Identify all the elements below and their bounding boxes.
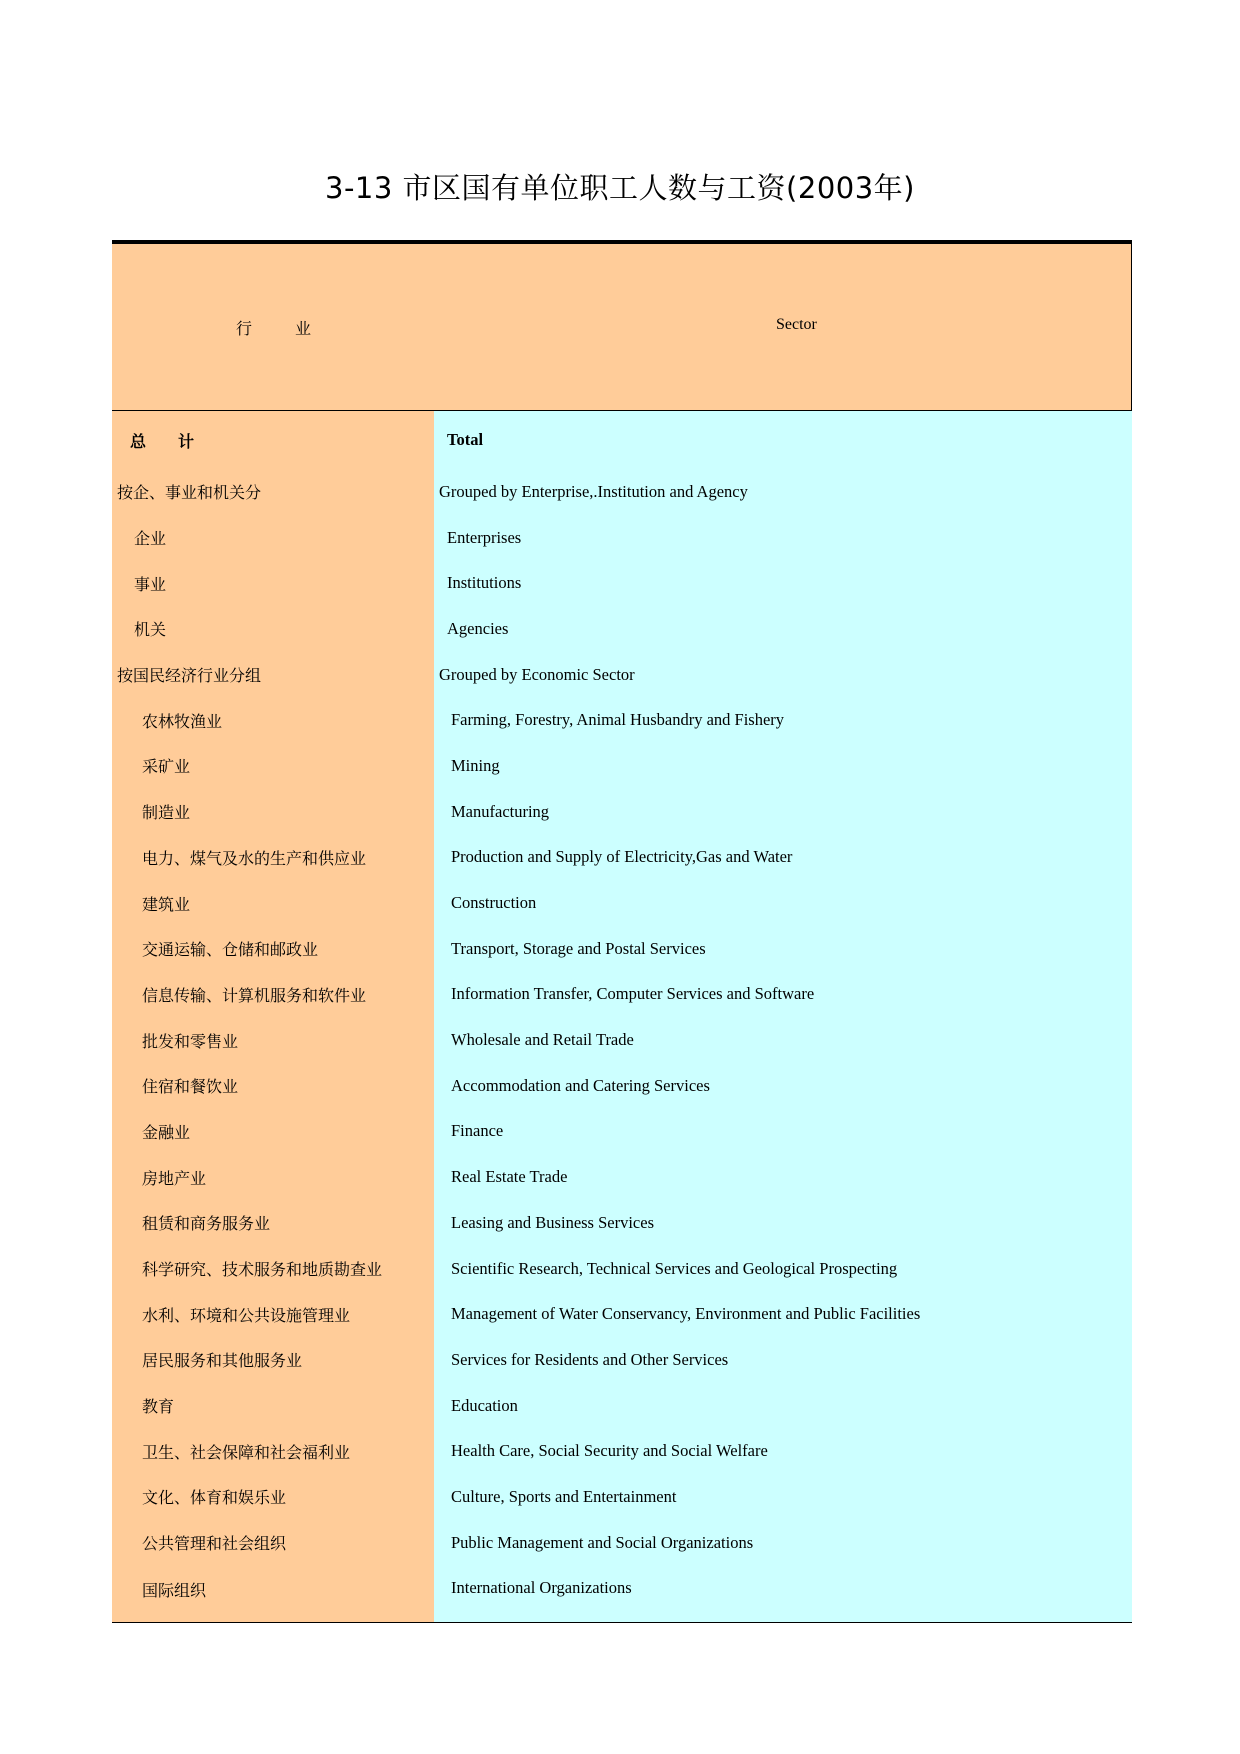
row-label-cn: 信息传输、计算机服务和软件业 (112, 972, 434, 1018)
row-label-en: Institutions (434, 560, 1132, 606)
table-row (112, 560, 1132, 606)
table-row (112, 469, 1132, 515)
table-row (112, 1337, 1132, 1383)
table-row (112, 1474, 1132, 1520)
row-label-cn: 机关 (112, 606, 434, 652)
table-row (112, 880, 1132, 926)
row-label-en: Grouped by Enterprise,.Institution and Agency (434, 469, 1132, 515)
row-label-en: Real Estate Trade (434, 1154, 1132, 1200)
table-row (112, 411, 1132, 469)
row-label-cn: 公共管理和社会组织 (112, 1520, 434, 1566)
row-label-cn: 电力、煤气及水的生产和供应业 (112, 835, 434, 881)
row-label-cn: 科学研究、技术服务和地质勘查业 (112, 1246, 434, 1292)
table-row (112, 652, 1132, 698)
row-label-cn: 企业 (112, 515, 434, 561)
row-label-en: Culture, Sports and Entertainment (434, 1474, 1132, 1520)
row-label-en: Farming, Forestry, Animal Husbandry and Fishery (434, 697, 1132, 743)
header-cn-char-1: 行 (236, 319, 253, 338)
row-label-en: Management of Water Conservancy, Environment and Public Facilities (434, 1291, 1132, 1337)
row-label-en: Total (434, 411, 1132, 469)
row-label-cn: 教育 (112, 1383, 434, 1429)
table-row (112, 1017, 1132, 1063)
table-row (112, 1520, 1132, 1566)
header-cn-char-2: 业 (295, 319, 312, 338)
row-label-en: Accommodation and Catering Services (434, 1063, 1132, 1109)
row-label-en: Agencies (434, 606, 1132, 652)
table-header (112, 244, 1132, 411)
table-row (112, 743, 1132, 789)
table-row (112, 1383, 1132, 1429)
header-en-label: Sector (776, 316, 817, 333)
table-body (112, 411, 1132, 1623)
table-row (112, 1154, 1132, 1200)
table-row (112, 789, 1132, 835)
row-label-cn: 租赁和商务服务业 (112, 1200, 434, 1246)
row-label-en: Information Transfer, Computer Services and Software (434, 972, 1132, 1018)
row-label-cn: 水利、环境和公共设施管理业 (112, 1291, 434, 1337)
table-row (112, 515, 1132, 561)
row-label-en: Grouped by Economic Sector (434, 652, 1132, 698)
header-cn (112, 244, 434, 410)
row-label-en: Manufacturing (434, 789, 1132, 835)
row-label-en: Transport, Storage and Postal Services (434, 926, 1132, 972)
row-label-en: Leasing and Business Services (434, 1200, 1132, 1246)
row-label-en: Enterprises (434, 515, 1132, 561)
row-label-en: Education (434, 1383, 1132, 1429)
row-label-cn: 住宿和餐饮业 (112, 1063, 434, 1109)
row-label-cn: 交通运输、仓储和邮政业 (112, 926, 434, 972)
row-label-en: Public Management and Social Organizations (434, 1520, 1132, 1566)
table-row (112, 926, 1132, 972)
row-label-cn: 采矿业 (112, 743, 434, 789)
row-label-cn: 建筑业 (112, 880, 434, 926)
row-label-en: International Organizations (434, 1566, 1132, 1622)
row-label-cn: 房地产业 (112, 1154, 434, 1200)
row-label-en: Scientific Research, Technical Services and Geological Prospecting (434, 1246, 1132, 1292)
row-label-cn: 按企、事业和机关分 (112, 469, 434, 515)
table-row (112, 1291, 1132, 1337)
table-row (112, 835, 1132, 881)
table-row (112, 1109, 1132, 1155)
table-row (112, 1063, 1132, 1109)
row-label-cn: 居民服务和其他服务业 (112, 1337, 434, 1383)
row-label-en: Services for Residents and Other Services (434, 1337, 1132, 1383)
row-label-cn: 农林牧渔业 (112, 697, 434, 743)
row-label-en: Wholesale and Retail Trade (434, 1017, 1132, 1063)
table-row (112, 697, 1132, 743)
row-label-en: Finance (434, 1109, 1132, 1155)
table-row (112, 606, 1132, 652)
row-label-en: Health Care, Social Security and Social Welfare (434, 1428, 1132, 1474)
page-title: 3-13 市区国有单位职工人数与工资(2003年) (325, 171, 915, 205)
row-label-en: Production and Supply of Electricity,Gas and Water (434, 835, 1132, 881)
header-en (434, 244, 1131, 410)
table-row (112, 1200, 1132, 1246)
row-label-cn: 按国民经济行业分组 (112, 652, 434, 698)
table-row (112, 972, 1132, 1018)
row-label-cn: 事业 (112, 560, 434, 606)
row-label-cn: 批发和零售业 (112, 1017, 434, 1063)
row-label-cn: 总 计 (112, 411, 434, 469)
sector-table (112, 240, 1132, 1623)
row-label-en: Construction (434, 880, 1132, 926)
row-label-cn: 国际组织 (112, 1566, 434, 1622)
row-label-cn: 金融业 (112, 1109, 434, 1155)
row-label-en: Mining (434, 743, 1132, 789)
table-row (112, 1428, 1132, 1474)
row-label-cn: 制造业 (112, 789, 434, 835)
table-row (112, 1566, 1132, 1622)
row-label-cn: 卫生、社会保障和社会福利业 (112, 1428, 434, 1474)
table-row (112, 1246, 1132, 1292)
row-label-cn: 文化、体育和娱乐业 (112, 1474, 434, 1520)
